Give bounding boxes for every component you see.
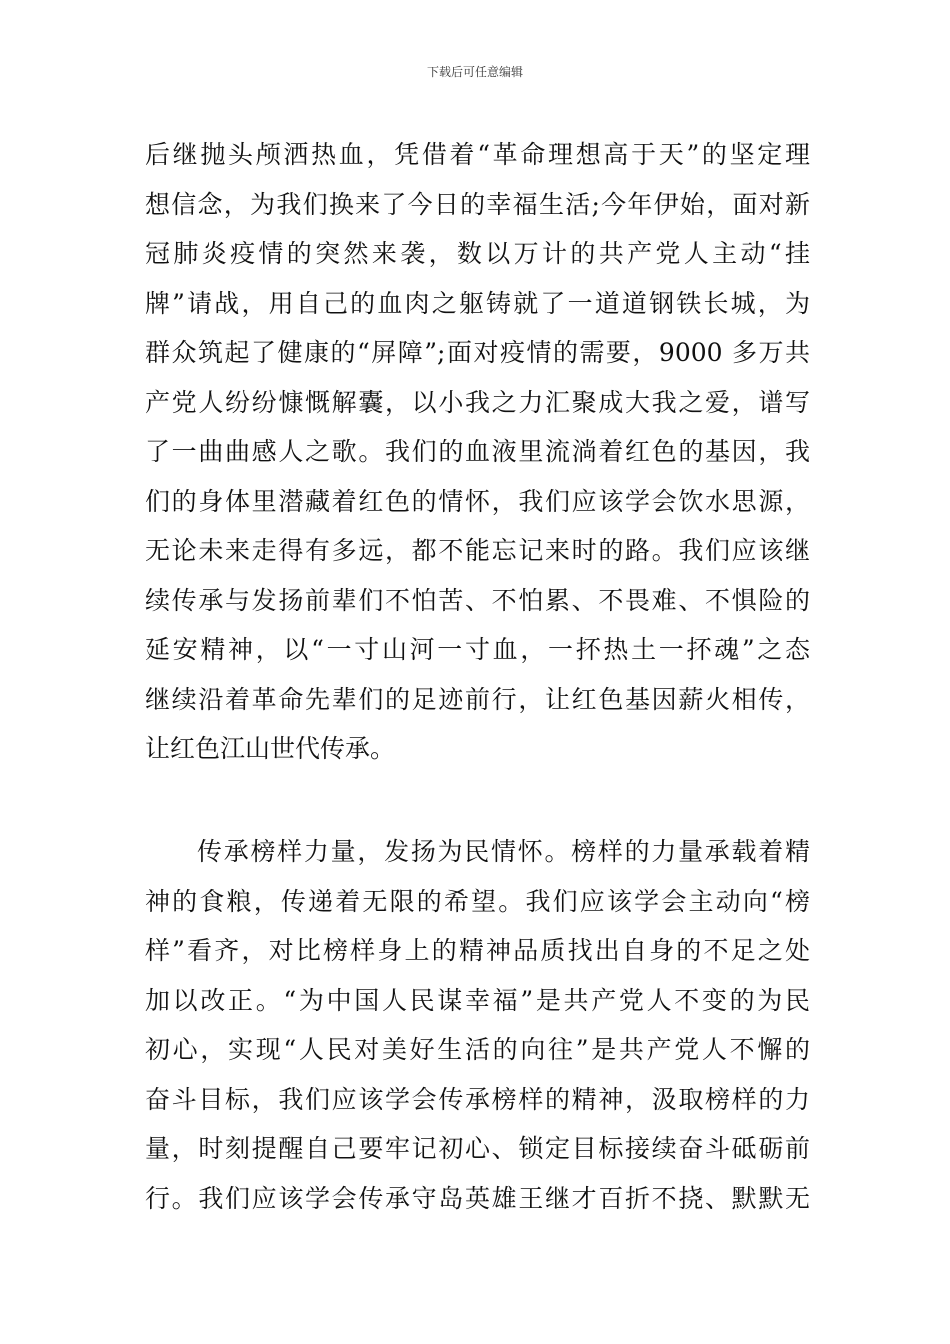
paragraph-1-line: 后继抛头颅洒热血，凭借着“革命理想高于天”的坚定理 — [145, 140, 810, 169]
paragraph-1 — [145, 130, 810, 774]
paragraph-2-line: 初心，实现“人民对美好生活的向往”是共产党人不懈的 — [145, 1035, 810, 1064]
page-header: 下载后可任意编辑 — [426, 65, 523, 79]
paragraph-1-line: 了一曲曲感人之歌。我们的血液里流淌着红色的基因，我 — [145, 437, 810, 466]
paragraph-1-line: 无论未来走得有多远，都不能忘记来时的路。我们应该继 — [145, 536, 810, 565]
paragraph-1-line: 牌”请战，用自己的血肉之躯铸就了一道道钢铁长城，为 — [145, 288, 810, 318]
paragraph-1-line: 续传承与发扬前辈们不怕苦、不怕累、不畏难、不惧险的 — [145, 585, 810, 615]
paragraph-2 — [145, 827, 810, 1223]
paragraph-1-line: 延安精神，以“一寸山河一寸血，一抔热土一抔魂”之态 — [145, 635, 810, 664]
paragraph-1-line: 们的身体里潜藏着红色的情怀，我们应该学会饮水思源， — [145, 486, 810, 516]
paragraph-1-line: 继续沿着革命先辈们的足迹前行，让红色基因薪火相传， — [145, 684, 810, 714]
paragraph-2-line: 神的食粮，传递着无限的希望。我们应该学会主动向“榜 — [145, 886, 810, 916]
paragraph-1-line: 想信念，为我们换来了今日的幸福生活;今年伊始，面对新 — [145, 189, 810, 219]
paragraph-2-line: 传承榜样力量，发扬为民情怀。榜样的力量承载着精 — [197, 837, 810, 866]
paragraph-2-line: 量，时刻提醒自己要牢记初心、锁定目标接续奋斗砥砺前 — [145, 1134, 810, 1163]
paragraph-1-line: 冠肺炎疫情的突然来袭，数以万计的共产党人主动“挂 — [145, 239, 810, 268]
paragraph-2-line: 奋斗目标，我们应该学会传承榜样的精神，汲取榜样的力 — [145, 1084, 810, 1114]
paragraph-1-line: 群众筑起了健康的“屏障”;面对疫情的需要，9000 多万共 — [145, 338, 810, 367]
paragraph-1-line: 产党人纷纷慷慨解囊，以小我之力汇聚成大我之爱，谱写 — [145, 387, 810, 417]
paragraph-2-line: 行。我们应该学会传承守岛英雄王继才百折不挠、默默无 — [145, 1183, 810, 1213]
paragraph-2-line: 样”看齐，对比榜样身上的精神品质找出自身的不足之处 — [145, 936, 810, 965]
paragraph-2-line: 加以改正。“为中国人民谋幸福”是共产党人不变的为民 — [145, 985, 810, 1015]
paragraph-1-line: 让红色江山世代传承。 — [145, 734, 396, 763]
